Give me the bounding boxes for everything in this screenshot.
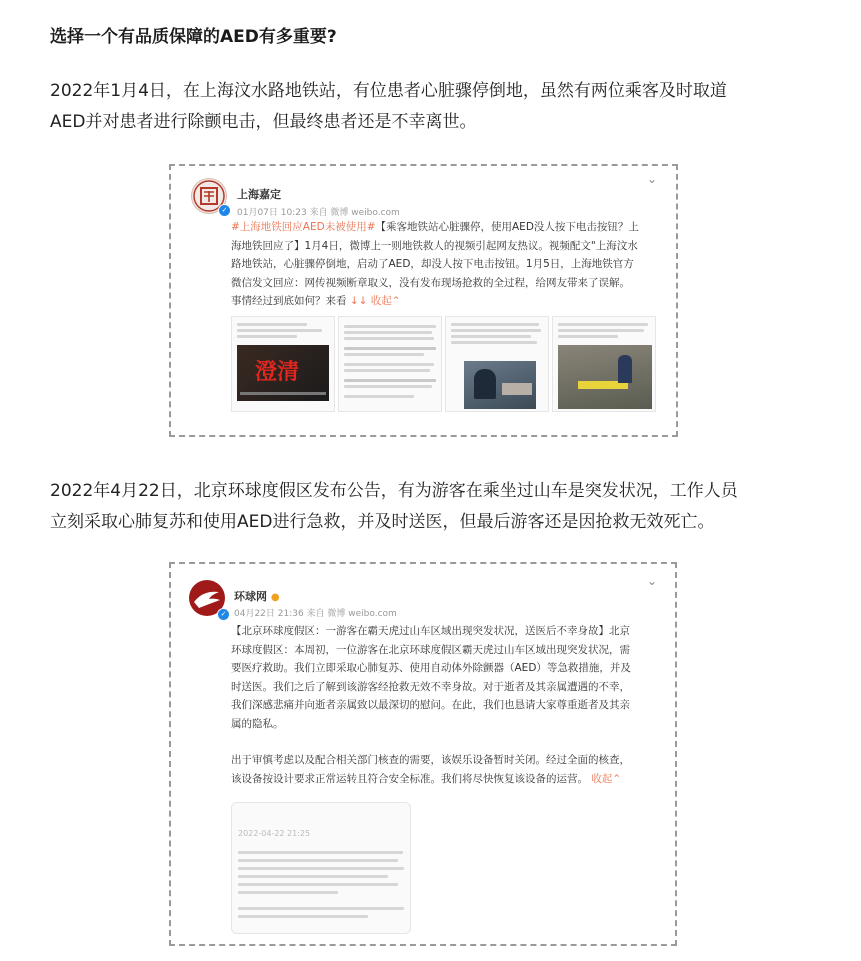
collapse-link[interactable]: 收起 (370, 295, 392, 307)
arrow-down-icon: ↓↓ (349, 295, 368, 307)
post-meta: 01月07日 10:23 来自 微博 weibo.com (237, 208, 400, 218)
paragraph-shanghai (50, 76, 810, 138)
article-heading: 选择一个有品质保障的AED有多重要? (50, 27, 337, 47)
post-line: 微信发文回应：网传视频断章取义，没有发布现场抢救的全过程，给网友带来了误解。 (231, 276, 630, 289)
collapse-link[interactable]: 收起 (591, 772, 613, 785)
post-image-thumbnail[interactable] (552, 316, 656, 412)
chevron-down-icon[interactable]: ⌄ (647, 172, 658, 186)
paragraph-line: 2022年4月22日，北京环球度假区发布公告，有为游客在乘坐过山车是突发状况，工作人员 (50, 481, 738, 501)
post-line: 要医疗救助。我们立即采取心肺复苏、使用自动体外除颤器（AED）等急救措施，并及 (231, 662, 631, 674)
post-image-thumbnail[interactable] (231, 802, 411, 934)
post-line: 事情经过到底如何？来看 ↓↓ 收起⌃ (231, 295, 401, 307)
paragraph-line: 立刻采取心肺复苏和使用AED进行急救，并及时送医，但最后游客还是因抢救无效死亡。 (50, 512, 715, 532)
post-line: 环球度假区：本周初，一位游客在北京环球度假区霸天虎过山车区域出现突发状况，需 (231, 643, 630, 656)
post-line: 我们深感悲痛并向逝者亲属致以最深切的慰问。在此，我们也恳请大家尊重逝者及其亲 (231, 699, 630, 711)
paragraph-line: 2022年1月4日，在上海汶水路地铁站，有位患者心脏骤停倒地，虽然有两位乘客及时取道 (50, 81, 727, 101)
chevron-up-icon: ⌃ (391, 295, 401, 307)
post-image-thumbnail[interactable] (445, 316, 549, 412)
paragraph-line: AED并对患者进行除颤电击，但最终患者还是不幸离世。 (50, 112, 477, 132)
photo-ambulance-scene (558, 345, 652, 409)
post-author[interactable]: 环球网 ● (234, 590, 280, 603)
post-line: 属的隐私。 (231, 717, 284, 730)
thumb-date: 2022-04-22 21:25 (238, 829, 311, 838)
post-body (231, 622, 671, 788)
photo-rescue-scene (464, 361, 536, 409)
post-image-thumbnail[interactable] (231, 316, 335, 412)
post-body (231, 218, 671, 311)
post-line: 海地铁回应了】1月4日，微博上一则地铁救人的视频引起网友热议。视频配文"上海汶水 (231, 239, 638, 252)
post-line: 【北京环球度假区：一游客在霸天虎过山车区域出现突发状况，送医后不幸身故】北京 (231, 625, 630, 637)
weibo-post-screenshot-beijing (169, 562, 677, 946)
post-line: 路地铁站，心脏骤停倒地，启动了AED，却没人按下电击按钮。1月5日，上海地铁官方 (231, 258, 634, 270)
post-author[interactable]: 上海嘉定 (237, 188, 281, 201)
verified-badge-icon: ✓ (217, 608, 230, 621)
post-line: 出于审慎考虑以及配合相关部门核查的需要，该娱乐设备暂时关闭。经过全面的核查， (231, 754, 630, 766)
paragraph-beijing (50, 476, 810, 538)
post-line: 该设备按设计要求正常运转且符合安全标准。我们将尽快恢复该设备的运营。 收起⌃ (231, 772, 622, 785)
chevron-up-icon: ⌃ (612, 772, 622, 785)
post-meta: 04月22日 21:36 来自 微博 weibo.com (234, 609, 397, 619)
post-image-thumbnail[interactable] (338, 316, 442, 412)
video-frame (237, 345, 329, 401)
hashtag-link[interactable]: #上海地铁回应AED未被使用# (231, 221, 376, 233)
vip-crown-icon: ● (270, 592, 280, 603)
post-line: 时送医。我们之后了解到该游客经抢救无效不幸身故。对于逝者及其亲属遭遇的不幸， (231, 680, 630, 693)
weibo-post-screenshot-shanghai (169, 164, 678, 437)
chevron-down-icon[interactable]: ⌄ (647, 574, 658, 588)
thumb-overlay-text: 澄清 (255, 360, 300, 385)
post-line: #上海地铁回应AED未被使用#【乘客地铁站心脏骤停，使用AED没人按下电击按钮？上 (231, 221, 639, 233)
verified-badge-icon: ✓ (218, 204, 231, 217)
